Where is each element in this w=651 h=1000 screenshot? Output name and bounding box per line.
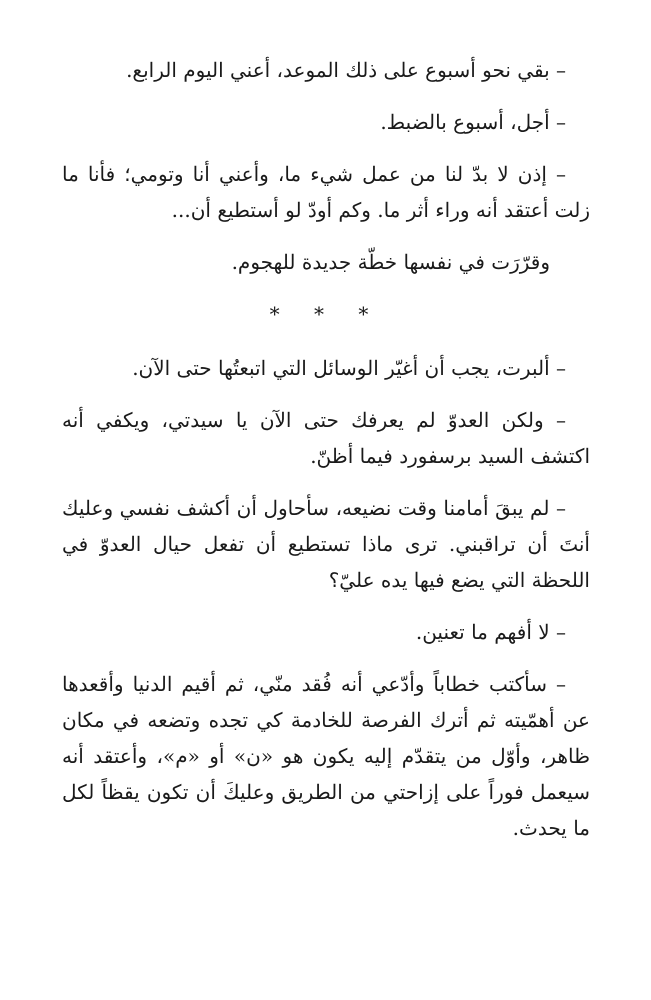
dialogue-paragraph-8: – لا أفهم ما تعنين. [415, 620, 566, 644]
dialogue-paragraph-6: – ولكن العدوّ لم يعرفك حتى الآن يا سيدتي، ويكفي أنه اكتشف السيد برسفورد فيما أظنّ. [62, 408, 590, 468]
dialogue-paragraph-3: – إذن لا بدّ لنا من عمل شيء ما، وأعني أنا وتومي؛ فأنا ما زلت أعتقد أنه وراء أثر ما. وكم أودّ لو أستطيع أن... [62, 162, 590, 222]
section-separator: * * * [269, 302, 383, 326]
dialogue-paragraph-2: – أجل، أسبوع بالضبط. [380, 110, 566, 134]
book-page [62, 52, 590, 862]
dialogue-paragraph-5: – ألبرت، يجب أن أغيّر الوسائل التي اتبعتُها حتى الآن. [132, 356, 566, 380]
dialogue-paragraph-7: – لم يبقَ أمامنا وقت نضيعه، سأحاول أن أكشف نفسي وعليك أنتَ أن تراقبني. ترى ماذا تستطيع أن تفعل حيال العدوّ في اللحظة التي يضع فيها يده عليّ؟ [62, 496, 590, 592]
dialogue-paragraph-9: – سأكتب خطاباً وأدّعي أنه فُقد منّي، ثم أقيم الدنيا وأقعدها عن أهمّيته ثم أترك الفرصة للخادمة كي تجده وتضعه في مكان ظاهر، وأوّل من يتقدّم إليه يكون هو «ن» أو «م»، وأعتقد أنه سيعمل فوراً على إزاحتي من الطريق وعليكَ أن تكون يقظاً لكل ما يحدث. [62, 672, 590, 840]
dialogue-paragraph-1: – بقي نحو أسبوع على ذلك الموعد، أعني اليوم الرابع. [126, 58, 566, 82]
narrative-paragraph: وقرّرَت في نفسها خطّة جديدة للهجوم. [231, 250, 550, 274]
